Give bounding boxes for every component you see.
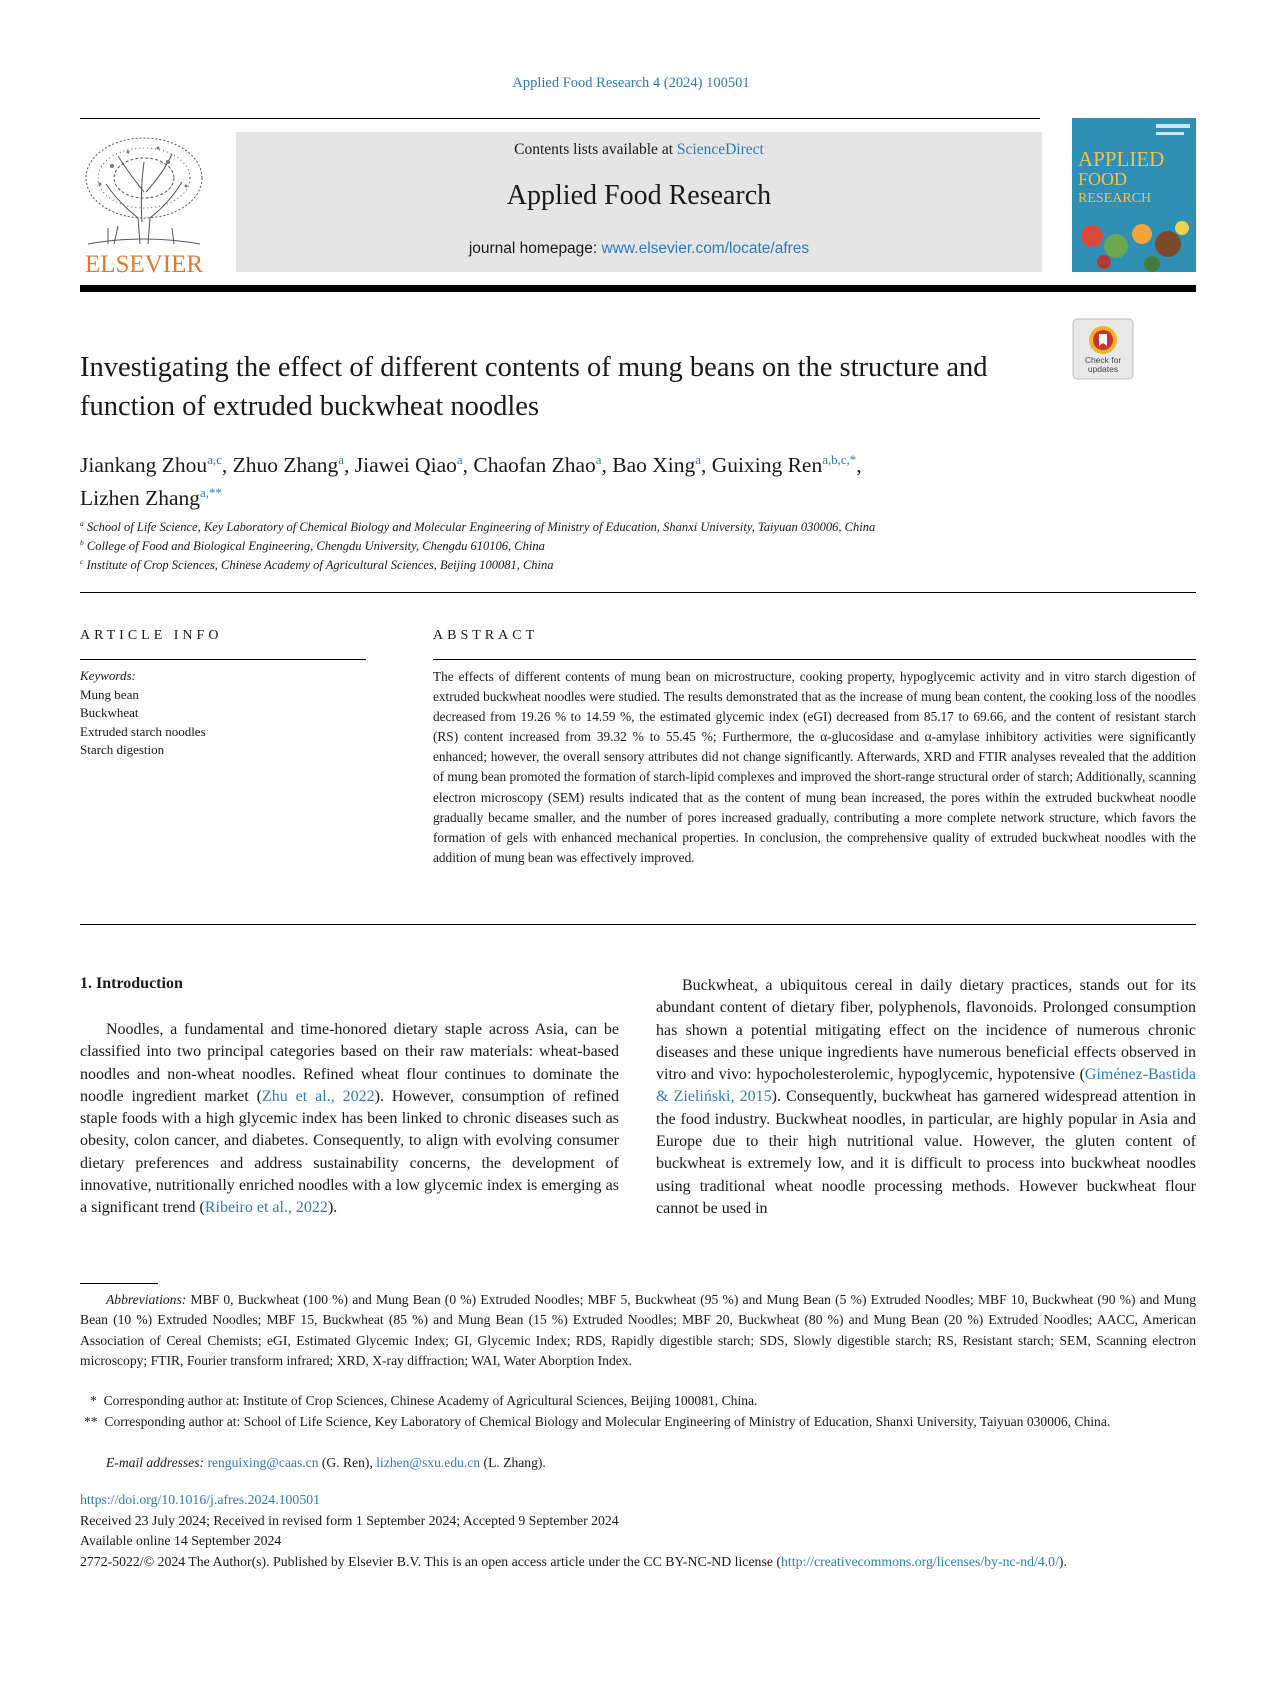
header-rule	[80, 118, 1040, 119]
keywords-label: Keywords:	[80, 668, 136, 683]
body-column-right: Buckwheat, a ubiquitous cereal in daily dietary practices, stands out for its abundant content of dietary fiber, polyphenols, flavonoids. Prolonged consumption has shown a potential mitigating effect on the incidence of numerous chronic diseases and these unique ingredients have numerous beneficial effects observed in vitro and vivo: hypocholesterolemic, hypoglycemic, hypotensive (Giménez-Bastida & Zieliński, 2015). Consequently, buckwheat has garnered widespread attention in the food industry. Buckwheat noodles, in particular, are highly popular in Asia and Europe due to their high nutritional value. However, the gluten content of buckwheat is extremely low, and it is difficult to process into buckwheat noodles using traditional wheat noodle processing methods. However buckwheat flour cannot be used in	[656, 977, 1197, 1217]
article-info-rule	[80, 659, 366, 660]
section-rule	[80, 924, 1196, 925]
elsevier-tree-icon	[78, 132, 210, 278]
author[interactable]: Jiawei Qiao$^a$	[354, 453, 463, 478]
citation-link[interactable]: Zhu et al., 2022	[261, 1087, 375, 1105]
svg-text:APPLIED: APPLIED	[1078, 147, 1165, 171]
author[interactable]: Lizhen Zhang$^{a,**}$	[80, 486, 222, 511]
elsevier-logo	[78, 132, 210, 278]
publication-info	[80, 1490, 1196, 1572]
corresponding-author-footnote: * Corresponding author at: Institute of Crop Sciences, Chinese Academy of Agricultural Sciences, Beijing 100081, China.	[90, 1393, 758, 1408]
affiliation: $^c$ Institute of Crop Sciences, Chinese Academy of Agricultural Sciences, Beijing 100081, China	[80, 557, 554, 573]
header-thick-rule	[80, 285, 1196, 292]
citation-link[interactable]: Giménez-Bastida & Zieliński, 2015	[656, 1066, 1196, 1106]
journal-reference[interactable]: Applied Food Research 4 (2024) 100501	[512, 75, 750, 91]
journal-homepage	[236, 240, 1042, 258]
keyword: Buckwheat	[80, 705, 139, 720]
article-title: Investigating the effect of different contents of mung beans on the structure and function of extruded buckwheat noodles	[80, 352, 988, 422]
homepage-link[interactable]: www.elsevier.com/locate/afres	[601, 240, 810, 257]
email-footnote: E-mail addresses: renguixing@caas.cn (G. Ren), lizhen@sxu.edu.cn (L. Zhang).	[106, 1455, 546, 1470]
crossmark-icon	[1072, 318, 1134, 380]
abstract-heading: ABSTRACT	[433, 628, 539, 643]
svg-text:FOOD: FOOD	[1078, 169, 1128, 189]
svg-text:ELSEVIER: ELSEVIER	[84, 251, 204, 278]
contents-line	[236, 141, 1042, 159]
journal-name: Applied Food Research	[506, 180, 772, 211]
svg-text:Check for: Check for	[1084, 355, 1122, 365]
keyword: Mung bean	[80, 686, 139, 702]
keywords-block	[80, 667, 206, 760]
abstract-text: The effects of different contents of mung bean on microstructure, cooking property, hypoglycemic activity and in vitro starch digestion of extruded buckwheat noodles were studied. The results demonstrated that as the increase of mung bean content, the cooking loss of the noodles decreased from 19.26 % to 14.59 %, the estimated glycemic index (eGI) decreased from 85.17 to 69.66, and the content of resistant starch (RS) content increased from 39.32 % to 55.45 %; Furthermore, the α-glucosidase and α-amylase inhibitory activities were significantly enhanced; however, the overall sensory attributes did not change significantly. Afterwards, XRD and FTIR analyses revealed that the addition of mung bean promoted the formation of starch-lipid complexes and improved the short-range structural order of starch; Additionally, scanning electron microscopy (SEM) results indicated that as the content of mung bean increased, the pores within the extruded buckwheat noodle gradually became smaller, and the number of pores increased gradually, contributing a more complete network structure, which favors the formation of gels with enhanced mechanical properties. In conclusion, the comprehensive quality of extruded buckwheat noodles with the addition of mung bean was effectively improved.	[433, 669, 1196, 865]
journal-banner	[236, 132, 1042, 272]
received-dates: Received 23 July 2024; Received in revised form 1 September 2024; Accepted 9 September 2024	[80, 1512, 619, 1528]
available-online: Available online 14 September 2024	[80, 1533, 282, 1549]
email-link[interactable]: renguixing@caas.cn	[207, 1455, 319, 1470]
article-info-heading: ARTICLE INFO	[80, 628, 223, 643]
author[interactable]: Guixing Ren$^{a,b,c,*}$	[711, 453, 857, 478]
license-statement: 2772-5022/© 2024 The Author(s). Published by Elsevier B.V. This is an open access article under the CC BY-NC-ND license (http://creativecommons.org/licenses/by-nc-nd/4.0/).	[80, 1553, 1067, 1569]
keyword: Starch digestion	[80, 742, 165, 757]
section-heading-introduction: 1. Introduction	[80, 975, 183, 992]
author[interactable]: Jiankang Zhou$^{a,c}$	[80, 453, 222, 478]
svg-text:RESEARCH: RESEARCH	[1078, 191, 1152, 206]
affiliation: $^b$ College of Food and Biological Engineering, Chengdu University, Chengdu 610106, China	[80, 538, 545, 554]
author[interactable]: Zhuo Zhang$^a$	[232, 453, 345, 478]
doi-link[interactable]: https://doi.org/10.1016/j.afres.2024.100501	[80, 1492, 321, 1507]
corresponding-author-footnote: ** Corresponding author at: School of Life Science, Key Laboratory of Chemical Biology and Molecular Engineering of Ministry of Education, Shanxi University, Taiyuan 030006, China.	[84, 1414, 1111, 1429]
author[interactable]: Chaofan Zhao$^a$	[473, 453, 602, 478]
footnote-rule	[80, 1283, 158, 1284]
journal-cover-image	[1072, 118, 1196, 272]
body-column-left: Noodles, a fundamental and time-honored dietary staple across Asia, can be classified into two principal categories based on their raw materials: wheat-based noodles and non-wheat noodles. Refined wheat flour continues to dominate the noodle ingredient market (Zhu et al., 2022). However, consumption of refined staple foods with a high glycemic index has been linked to chronic diseases such as obesity, colon cancer, and diabetes. Consequently, to align with evolving consumer dietary preferences and address sustainability concerns, the development of innovative, nutritionally enriched noodles with a low glycemic index is emerging as a significant trend (Ribeiro et al., 2022).	[80, 1021, 619, 1217]
citation-link[interactable]: Ribeiro et al., 2022	[204, 1199, 328, 1217]
crossmark-badge[interactable]	[1072, 318, 1134, 380]
sciencedirect-link[interactable]: ScienceDirect	[676, 141, 764, 158]
homepage-prefix: journal homepage:	[468, 240, 602, 257]
author[interactable]: Bao Xing$^a$	[612, 453, 701, 478]
license-link[interactable]: http://creativecommons.org/licenses/by-nc-nd/4.0/	[781, 1553, 1059, 1569]
email-link[interactable]: lizhen@sxu.edu.cn	[376, 1455, 481, 1470]
section-rule	[80, 592, 1196, 593]
abbreviations-footnote: Abbreviations: MBF 0, Buckwheat (100 %) and Mung Bean (0 %) Extruded Noodles; MBF 5, Buckwheat (95 %) and Mung Bean (5 %) Extruded Noodles; MBF 10, Buckwheat (90 %) and Mung Bean (10 %) Extruded Noodles; MBF 15, Buckwheat (85 %) and Mung Bean (15 %) Extruded Noodles; MBF 20, Buckwheat (80 %) and Mung Bean (20 %) Extruded Noodles; AACC, American Association of Cereal Chemists; eGI, Estimated Glycemic Index; GI, Glycemic Index; RDS, Rapidly digestible starch; SDS, Slowly digestible starch; RS, Resistant starch; SEM, Scanning electron microscopy; FTIR, Fourier transform infrared; XRD, X-ray diffraction; WAI, Water Aborption Index.	[80, 1292, 1196, 1369]
author-list: Jiankang Zhou$^{a,c}$, Zhuo Zhang$^a$, Jiawei Qiao$^a$, Chaofan Zhao$^a$, Bao Xing$^a$, Guixing Ren$^{a,b,c,*}$, Lizhen Zhang$^{a,**}$	[80, 453, 862, 511]
keyword: Extruded starch noodles	[80, 723, 206, 739]
contents-prefix: Contents lists available at	[514, 141, 677, 158]
abstract-rule	[433, 659, 1196, 660]
svg-text:updates: updates	[1087, 364, 1119, 374]
affiliation: $^a$ School of Life Science, Key Laboratory of Chemical Biology and Molecular Engineering of Ministry of Education, Shanxi University, Taiyuan 030006, China	[80, 519, 876, 535]
